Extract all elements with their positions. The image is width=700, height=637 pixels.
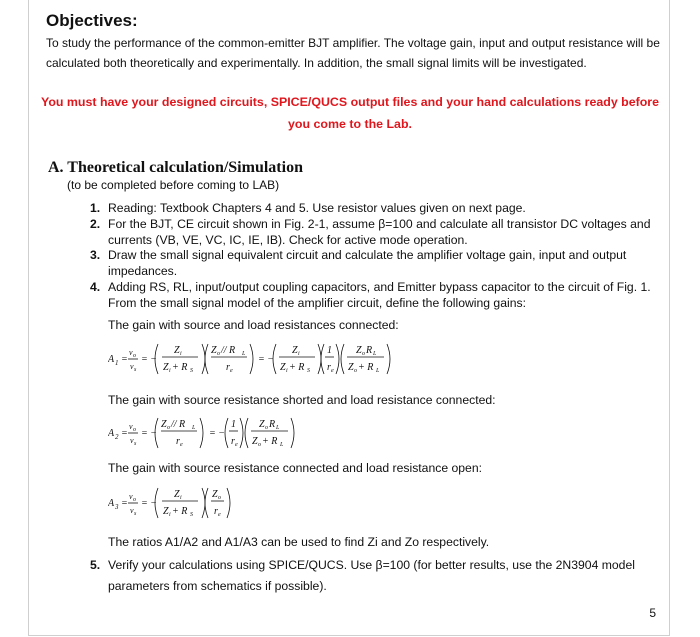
svg-text:R: R [366,345,373,356]
svg-text:o: o [218,495,221,501]
item-text: Verify your calculations using SPICE/QUCS. Use β=100 (for better results, use the 2N3904 model parameters from schematics if possible). [108,558,635,593]
svg-text:A: A [108,498,115,509]
equation-a3 [108,480,248,531]
svg-text:o: o [362,351,365,357]
item-number: 1. [90,201,101,215]
list-item [90,279,668,312]
section-title: A. Theoretical calculation/Simulation [48,159,303,176]
svg-text:Z: Z [161,419,167,430]
svg-text:i: i [180,351,182,357]
list-item [90,555,663,597]
svg-text:// R: // R [171,419,186,430]
svg-text:A: A [108,428,115,439]
svg-text:= −: = − [209,428,225,439]
item-number: 5. [90,558,101,572]
svg-text:Z: Z [252,436,258,447]
svg-text:+ R: + R [172,506,188,517]
svg-text:Z: Z [348,362,354,373]
svg-text:+ R: + R [262,436,278,447]
svg-text:Z: Z [163,506,169,517]
svg-text:o: o [258,442,261,448]
svg-text:o: o [167,425,170,431]
svg-text:+ R: + R [289,362,305,373]
lab-notice: You must have your designed circuits, SPICE/QUCS output files and your hand calculations ready before you come to the Lab. [40,95,660,131]
svg-text:Z: Z [163,362,169,373]
svg-text:e: e [331,368,334,374]
svg-text:i: i [169,512,171,518]
item-text: Adding RS, RL, input/output coupling capacitors, and Emitter bypass capacitor to the circuit of Fig. 1. From the small signal model of the amplifier circuit, define the following gains: [108,279,651,310]
item-number: 4. [90,279,101,294]
svg-text:Z: Z [211,345,217,356]
svg-text:r: r [327,362,331,373]
svg-text:Z: Z [174,345,180,356]
gain-label-3: The gain with source resistance connected and load resistance open: [108,461,482,475]
equation-a1 [108,336,398,387]
svg-text:L: L [280,442,284,448]
task-list [90,201,668,312]
svg-text:o: o [265,425,268,431]
svg-text:i: i [298,351,300,357]
svg-text:1: 1 [327,345,332,356]
svg-text:Z: Z [356,345,362,356]
item-text: Draw the small signal equivalent circuit and calculate the amplifier voltage gain, input and output impedances. [108,248,627,279]
svg-text:= −: = − [141,354,157,365]
svg-text:v: v [130,436,134,445]
svg-text:i: i [169,368,171,374]
svg-text:r: r [176,436,180,447]
svg-text:= −: = − [258,354,274,365]
svg-text:A: A [108,354,115,365]
svg-text:L: L [373,351,377,357]
svg-text:i: i [180,495,182,501]
svg-text:v: v [130,506,134,515]
svg-text:= −: = − [141,498,157,509]
gain-label-1: The gain with source and load resistances connected: [108,318,399,332]
svg-text:+ R: + R [172,362,188,373]
svg-text:s: s [134,511,137,517]
svg-text:L: L [242,351,246,357]
svg-text:r: r [214,506,218,517]
svg-text:L: L [276,425,280,431]
svg-text:L: L [376,368,380,374]
svg-text:v: v [130,362,134,371]
objectives-intro: To study the performance of the common-emitter BJT amplifier. The voltage gain, input and output resistance will be calculated both theoretically and experimentally. In addition, the small signal limits will be investigated. [46,36,660,70]
svg-text:Z: Z [174,489,180,500]
item-number: 3. [90,248,101,263]
svg-text:s: s [134,367,137,373]
svg-text:R: R [269,419,276,430]
svg-text:3: 3 [115,503,119,511]
svg-text:o: o [133,427,136,433]
svg-text:=: = [121,428,128,439]
item-text: For the BJT, CE circuit shown in Fig. 2-1, assume β=100 and calculate all transistor DC voltages and currents (VB, VE, VC, IC, IE, IB). Check for active mode operation. [108,216,651,247]
svg-text:Z: Z [292,345,298,356]
svg-text:r: r [226,362,230,373]
svg-text:2: 2 [115,433,119,441]
page-number: 5 [649,606,656,620]
equation-a2 [108,410,308,461]
svg-text:Z: Z [280,362,286,373]
svg-text:1: 1 [231,419,236,430]
svg-text:o: o [133,353,136,359]
gain-label-2: The gain with source resistance shorted and load resistance connected: [108,393,496,407]
svg-text:v: v [129,422,133,431]
svg-text:e: e [180,442,183,448]
svg-text:o: o [354,368,357,374]
svg-text:// R: // R [221,345,236,356]
svg-text:e: e [235,442,238,448]
list-item [90,248,668,280]
svg-text:Z: Z [259,419,265,430]
svg-text:S: S [190,512,193,518]
item-number: 2. [90,216,101,231]
svg-text:1: 1 [115,359,119,367]
svg-text:i: i [286,368,288,374]
svg-text:+ R: + R [358,362,374,373]
svg-text:v: v [129,492,133,501]
ratios-note: The ratios A1/A2 and A1/A3 can be used to find Zi and Zo respectively. [108,535,490,549]
objectives-heading: Objectives: [46,11,138,30]
svg-text:v: v [129,348,133,357]
svg-text:S: S [307,368,310,374]
svg-text:= −: = − [141,428,157,439]
item-text: Reading: Textbook Chapters 4 and 5. Use resistor values given on next page. [108,201,526,215]
svg-text:S: S [190,368,193,374]
svg-text:=: = [121,498,128,509]
section-subtitle: (to be completed before coming to LAB) [67,178,280,192]
list-item [90,201,668,217]
svg-text:o: o [133,497,136,503]
svg-text:Z: Z [212,489,218,500]
svg-text:o: o [217,351,220,357]
svg-text:=: = [121,354,128,365]
list-item [90,216,668,249]
svg-text:s: s [134,441,137,447]
svg-text:L: L [192,425,196,431]
svg-text:e: e [230,368,233,374]
svg-text:r: r [231,436,235,447]
svg-text:e: e [218,512,221,518]
